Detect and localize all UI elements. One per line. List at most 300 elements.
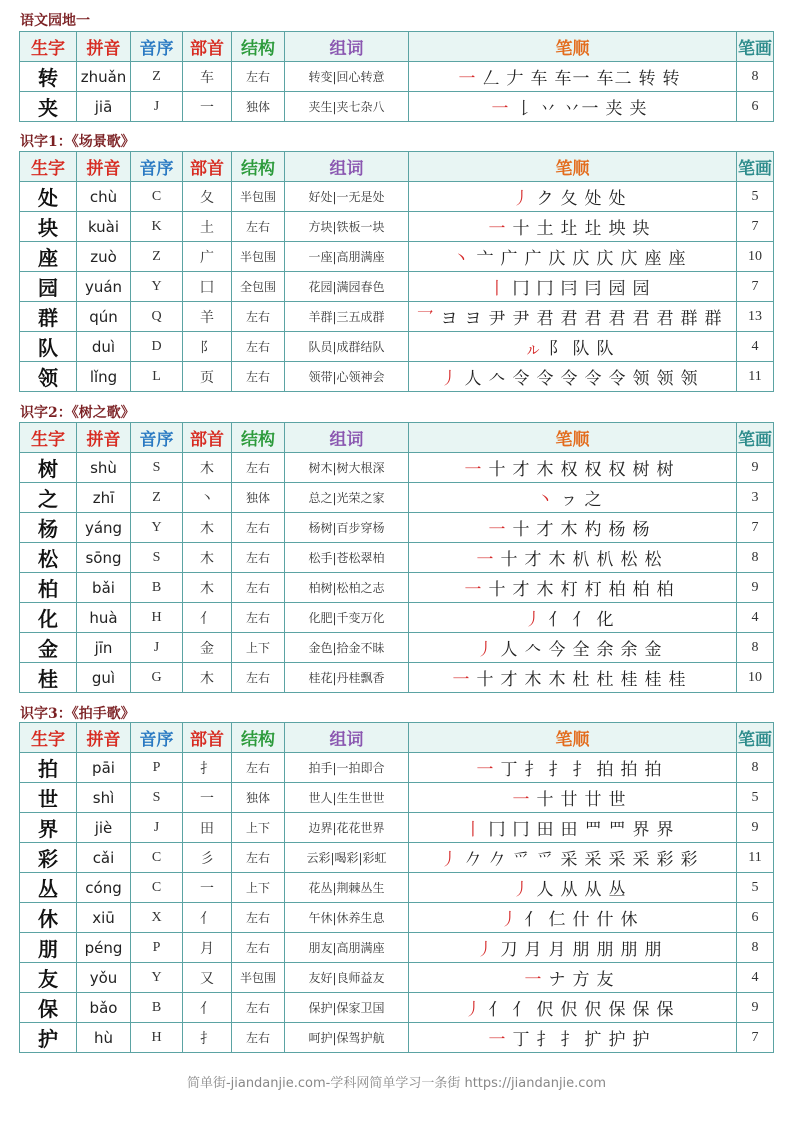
- cell-count: 7: [737, 513, 774, 543]
- stroke-step: [561, 184, 579, 209]
- stroke-step: [657, 455, 675, 480]
- stroke-step: [573, 905, 591, 930]
- stroke-glyph: ナ: [548, 970, 567, 990]
- cell-count: 10: [737, 242, 774, 272]
- stroke-glyph: 群: [704, 309, 723, 329]
- stroke-step: [525, 665, 543, 690]
- cell-char: 桂: [20, 663, 77, 693]
- stroke-glyph: 柏: [608, 580, 627, 600]
- cell-count: 6: [737, 903, 774, 933]
- stroke-step: [537, 304, 555, 329]
- header-radical: 部首: [183, 32, 232, 62]
- stroke-step: [564, 94, 600, 119]
- stroke-glyph: 保: [656, 1000, 675, 1020]
- table-row: [20, 453, 774, 483]
- cell-radical: 广: [183, 242, 232, 272]
- stroke-glyph: 朋: [572, 940, 591, 960]
- stroke-step: [513, 364, 531, 389]
- cell-strokes: [409, 212, 737, 242]
- cell-count: 8: [737, 633, 774, 663]
- cell-radical: 夂: [183, 182, 232, 212]
- stroke-step: [633, 1025, 651, 1050]
- stroke-glyph: 树: [632, 460, 651, 480]
- stroke-step: [630, 94, 648, 119]
- stroke-glyph: 夹: [605, 99, 624, 119]
- stroke-glyph: 丿: [512, 189, 531, 209]
- table-row: [20, 332, 774, 362]
- stroke-step: [477, 635, 495, 660]
- stroke-glyph: 丿: [524, 610, 543, 630]
- cell-structure: 半包围: [232, 242, 285, 272]
- table-row: [20, 663, 774, 693]
- table-row: [20, 543, 774, 573]
- stroke-step: [585, 875, 603, 900]
- stroke-step: [609, 785, 627, 810]
- cell-words: 一座|高朋满座: [285, 242, 409, 272]
- stroke-glyph: 采: [560, 850, 579, 870]
- stroke-step: [663, 64, 681, 89]
- stroke-step: [537, 1025, 555, 1050]
- stroke-step: [573, 635, 591, 660]
- cell-radical: 木: [183, 453, 232, 483]
- cell-structure: 上下: [232, 633, 285, 663]
- stroke-step: [513, 785, 531, 810]
- stroke-glyph: 扩: [584, 1030, 603, 1050]
- table-header-row: [20, 723, 774, 753]
- cell-radical: 丶: [183, 483, 232, 513]
- stroke-glyph: 丿: [476, 940, 495, 960]
- cell-order: Z: [131, 242, 183, 272]
- cell-char: 柏: [20, 573, 77, 603]
- stroke-glyph: 一: [476, 760, 495, 780]
- stroke-step: [465, 815, 483, 840]
- stroke-step: [573, 755, 591, 780]
- stroke-step: [585, 214, 603, 239]
- cell-order: K: [131, 212, 183, 242]
- cell-pinyin: cǎi: [77, 843, 131, 873]
- cell-order: J: [131, 633, 183, 663]
- stroke-step: [465, 364, 483, 389]
- stroke-step: [561, 995, 579, 1020]
- stroke-step: [561, 214, 579, 239]
- table-row: [20, 753, 774, 783]
- cell-radical: 又: [183, 963, 232, 993]
- stroke-step: [465, 304, 483, 329]
- cell-pinyin: jiā: [77, 92, 131, 122]
- stroke-glyph: 桂: [644, 670, 663, 690]
- cell-count: 5: [737, 873, 774, 903]
- stroke-glyph: 柏: [632, 580, 651, 600]
- stroke-glyph: 夂: [560, 189, 579, 209]
- cell-strokes: [409, 873, 737, 903]
- cell-char: 杨: [20, 513, 77, 543]
- cell-radical: 羊: [183, 302, 232, 332]
- header-radical: 部首: [183, 423, 232, 453]
- cell-structure: 左右: [232, 1023, 285, 1053]
- stroke-step: [540, 94, 558, 119]
- stroke-glyph: 一: [452, 670, 471, 690]
- stroke-step: [645, 244, 663, 269]
- cell-structure: 左右: [232, 212, 285, 242]
- stroke-step: [489, 214, 507, 239]
- cell-strokes: [409, 92, 737, 122]
- stroke-glyph: 𠃋: [482, 69, 501, 89]
- header-structure: 结构: [232, 152, 285, 182]
- stroke-glyph: 刀: [500, 940, 519, 960]
- table-row: [20, 1023, 774, 1053]
- stroke-step: [549, 965, 567, 990]
- stroke-step: [597, 965, 615, 990]
- stroke-step: [465, 995, 483, 1020]
- stroke-step: [609, 515, 627, 540]
- character-table: [19, 422, 774, 693]
- cell-radical: 木: [183, 513, 232, 543]
- section-title: 识字2：《树之歌》: [20, 405, 135, 421]
- stroke-step: [681, 845, 699, 870]
- cell-radical: 木: [183, 663, 232, 693]
- stroke-glyph: 权: [584, 460, 603, 480]
- cell-strokes: [409, 633, 737, 663]
- stroke-step: [513, 274, 531, 299]
- stroke-step: [501, 635, 519, 660]
- cell-count: 7: [737, 1023, 774, 1053]
- cell-pinyin: zhuǎn: [77, 62, 131, 92]
- stroke-glyph: 君: [608, 309, 627, 329]
- cell-count: 5: [737, 783, 774, 813]
- stroke-glyph: 丁: [500, 760, 519, 780]
- stroke-glyph: 人: [536, 880, 555, 900]
- header-order: 音序: [131, 723, 183, 753]
- stroke-glyph: 才: [512, 460, 531, 480]
- stroke-glyph: ㇷ: [560, 490, 579, 510]
- cell-strokes: [409, 903, 737, 933]
- stroke-glyph: 采: [584, 850, 603, 870]
- header-radical: 部首: [183, 152, 232, 182]
- cell-count: 4: [737, 603, 774, 633]
- cell-pinyin: xiū: [77, 903, 131, 933]
- stroke-step: [525, 334, 543, 359]
- stroke-glyph: 一: [464, 580, 483, 600]
- stroke-step: [561, 875, 579, 900]
- stroke-step: [657, 575, 675, 600]
- stroke-step: [561, 455, 579, 480]
- cell-structure: 独体: [232, 483, 285, 513]
- stroke-glyph: 杜: [572, 670, 591, 690]
- header-pinyin: 拼音: [77, 152, 131, 182]
- cell-order: C: [131, 182, 183, 212]
- cell-pinyin: zuò: [77, 242, 131, 272]
- stroke-step: [597, 334, 615, 359]
- stroke-step: [513, 515, 531, 540]
- cell-char: 友: [20, 963, 77, 993]
- stroke-glyph: 廿: [584, 790, 603, 810]
- header-strokes: 笔顺: [409, 723, 737, 753]
- stroke-glyph: 一: [488, 1030, 507, 1050]
- cell-count: 4: [737, 332, 774, 362]
- cell-pinyin: zhī: [77, 483, 131, 513]
- header-order: 音序: [131, 423, 183, 453]
- stroke-glyph: 丨: [464, 820, 483, 840]
- stroke-glyph: 𠆢: [524, 640, 543, 660]
- stroke-step: [573, 545, 591, 570]
- cell-strokes: [409, 573, 737, 603]
- cell-order: D: [131, 332, 183, 362]
- stroke-step: [525, 965, 543, 990]
- stroke-step: [597, 605, 615, 630]
- character-table: [19, 722, 774, 1053]
- stroke-glyph: 令: [560, 369, 579, 389]
- stroke-glyph: 从: [584, 880, 603, 900]
- stroke-glyph: 余: [620, 640, 639, 660]
- header-count: 笔画: [737, 32, 774, 62]
- cell-radical: 一: [183, 873, 232, 903]
- stroke-glyph: 扌: [560, 1030, 579, 1050]
- stroke-glyph: 木: [524, 670, 543, 690]
- cell-structure: 上下: [232, 813, 285, 843]
- cell-char: 金: [20, 633, 77, 663]
- stroke-glyph: 一: [464, 460, 483, 480]
- stroke-glyph: ヨ: [440, 309, 459, 329]
- stroke-step: [621, 905, 639, 930]
- stroke-glyph: 拍: [644, 760, 663, 780]
- table-header-row: [20, 32, 774, 62]
- stroke-step: [549, 334, 567, 359]
- stroke-step: [585, 274, 603, 299]
- stroke-glyph: 方: [572, 970, 591, 990]
- cell-structure: 左右: [232, 453, 285, 483]
- stroke-glyph: 一: [476, 550, 495, 570]
- character-table: [19, 151, 774, 392]
- stroke-glyph: 尹: [488, 309, 507, 329]
- stroke-step: [501, 665, 519, 690]
- stroke-glyph: 朳: [596, 550, 615, 570]
- stroke-glyph: 权: [560, 460, 579, 480]
- stroke-glyph: 扌: [548, 760, 567, 780]
- stroke-step: [633, 515, 651, 540]
- cell-count: 6: [737, 92, 774, 122]
- stroke-step: [513, 875, 531, 900]
- table-row: [20, 843, 774, 873]
- stroke-glyph: 采: [608, 850, 627, 870]
- cell-pinyin: qún: [77, 302, 131, 332]
- cell-words: 羊群|三五成群: [285, 302, 409, 332]
- stroke-step: [561, 485, 579, 510]
- stroke-glyph: 朾: [560, 580, 579, 600]
- stroke-step: [489, 575, 507, 600]
- cell-count: 5: [737, 182, 774, 212]
- cell-structure: 左右: [232, 753, 285, 783]
- stroke-step: [681, 304, 699, 329]
- stroke-step: [585, 845, 603, 870]
- cell-pinyin: shù: [77, 453, 131, 483]
- stroke-step: [597, 935, 615, 960]
- section-title: 语文园地一: [20, 13, 90, 29]
- cell-radical: 一: [183, 783, 232, 813]
- cell-structure: 左右: [232, 362, 285, 392]
- stroke-glyph: 𠂊: [464, 850, 483, 870]
- stroke-step: [561, 845, 579, 870]
- stroke-glyph: 十: [512, 219, 531, 239]
- table-row: [20, 242, 774, 272]
- stroke-step: [705, 304, 723, 329]
- stroke-glyph: 仁: [548, 910, 567, 930]
- stroke-step: [465, 845, 483, 870]
- cell-strokes: [409, 483, 737, 513]
- stroke-glyph: 一: [491, 99, 510, 119]
- stroke-step: [609, 274, 627, 299]
- stroke-glyph: 园: [608, 279, 627, 299]
- stroke-step: [537, 785, 555, 810]
- stroke-step: [492, 94, 510, 119]
- stroke-step: [573, 665, 591, 690]
- stroke-glyph: 丿: [440, 850, 459, 870]
- stroke-step: [489, 1025, 507, 1050]
- stroke-glyph: 一: [458, 69, 477, 89]
- header-strokes: 笔顺: [409, 152, 737, 182]
- cell-count: 13: [737, 302, 774, 332]
- stroke-glyph: 圵: [584, 219, 603, 239]
- cell-structure: 半包围: [232, 963, 285, 993]
- cell-pinyin: yuán: [77, 272, 131, 302]
- cell-words: 杨树|百步穿杨: [285, 513, 409, 543]
- stroke-step: [633, 455, 651, 480]
- header-count: 笔画: [737, 152, 774, 182]
- stroke-step: [477, 244, 495, 269]
- stroke-step: [477, 545, 495, 570]
- header-char: 生字: [20, 152, 77, 182]
- cell-words: 午休|休养生息: [285, 903, 409, 933]
- stroke-step: [537, 815, 555, 840]
- cell-words: 云彩|喝彩|彩虹: [285, 843, 409, 873]
- stroke-glyph: 护: [632, 1030, 651, 1050]
- stroke-glyph: 庂: [572, 249, 591, 269]
- cell-words: 树木|树大根深: [285, 453, 409, 483]
- stroke-glyph: 权: [608, 460, 627, 480]
- stroke-glyph: 领: [632, 369, 651, 389]
- cell-structure: 半包围: [232, 182, 285, 212]
- stroke-step: [537, 575, 555, 600]
- cell-words: 花丛|荆棘丛生: [285, 873, 409, 903]
- stroke-step: [633, 575, 651, 600]
- stroke-glyph: 才: [524, 550, 543, 570]
- cell-radical: 木: [183, 573, 232, 603]
- stroke-step: [477, 665, 495, 690]
- cell-count: 10: [737, 663, 774, 693]
- stroke-glyph: 十: [488, 580, 507, 600]
- cell-words: 转变|回心转意: [285, 62, 409, 92]
- table-row: [20, 362, 774, 392]
- stroke-step: [549, 635, 567, 660]
- cell-strokes: [409, 242, 737, 272]
- cell-char: 处: [20, 182, 77, 212]
- cell-words: 方块|铁板一块: [285, 212, 409, 242]
- stroke-step: [525, 755, 543, 780]
- stroke-glyph: 令: [608, 369, 627, 389]
- stroke-step: [621, 755, 639, 780]
- stroke-glyph: 朋: [596, 940, 615, 960]
- cell-char: 丛: [20, 873, 77, 903]
- cell-strokes: [409, 453, 737, 483]
- cell-structure: 独体: [232, 783, 285, 813]
- stroke-glyph: ㇽ: [524, 339, 543, 359]
- cell-pinyin: jīn: [77, 633, 131, 663]
- stroke-step: [585, 995, 603, 1020]
- stroke-glyph: 丁: [512, 1030, 531, 1050]
- cell-radical: 彡: [183, 843, 232, 873]
- stroke-glyph: 丷一: [563, 99, 600, 119]
- stroke-glyph: 丿: [500, 910, 519, 930]
- cell-radical: 扌: [183, 1023, 232, 1053]
- header-pinyin: 拼音: [77, 723, 131, 753]
- table-row: [20, 92, 774, 122]
- header-words: 组词: [285, 32, 409, 62]
- stroke-step: [609, 815, 627, 840]
- stroke-step: [597, 244, 615, 269]
- cell-count: 4: [737, 963, 774, 993]
- stroke-glyph: 人: [464, 369, 483, 389]
- stroke-step: [489, 515, 507, 540]
- stroke-step: [441, 364, 459, 389]
- stroke-step: [657, 815, 675, 840]
- cell-strokes: [409, 993, 737, 1023]
- cell-char: 转: [20, 62, 77, 92]
- cell-char: 世: [20, 783, 77, 813]
- cell-pinyin: sōng: [77, 543, 131, 573]
- stroke-glyph: 月: [524, 940, 543, 960]
- stroke-step: [639, 64, 657, 89]
- stroke-glyph: 丿: [476, 640, 495, 660]
- stroke-step: [633, 845, 651, 870]
- cell-pinyin: chù: [77, 182, 131, 212]
- stroke-step: [657, 995, 675, 1020]
- cell-char: 界: [20, 813, 77, 843]
- cell-char: 朋: [20, 933, 77, 963]
- table-row: [20, 933, 774, 963]
- cell-structure: 全包围: [232, 272, 285, 302]
- stroke-step: [516, 94, 534, 119]
- stroke-glyph: 伬: [560, 1000, 579, 1020]
- table-row: [20, 993, 774, 1023]
- stroke-step: [513, 575, 531, 600]
- cell-words: 好处|一无是处: [285, 182, 409, 212]
- stroke-step: [525, 545, 543, 570]
- stroke-step: [573, 605, 591, 630]
- stroke-glyph: 座: [668, 249, 687, 269]
- stroke-step: [537, 485, 555, 510]
- stroke-glyph: 亻: [572, 610, 591, 630]
- stroke-step: [609, 214, 627, 239]
- cell-char: 彩: [20, 843, 77, 873]
- cell-words: 松手|苍松翠柏: [285, 543, 409, 573]
- stroke-step: [669, 665, 687, 690]
- cell-strokes: [409, 62, 737, 92]
- stroke-glyph: 队: [596, 339, 615, 359]
- cell-char: 领: [20, 362, 77, 392]
- stroke-glyph: 𠆢: [488, 369, 507, 389]
- cell-count: 8: [737, 753, 774, 783]
- cell-order: P: [131, 753, 183, 783]
- stroke-step: [621, 935, 639, 960]
- stroke-step: [585, 515, 603, 540]
- cell-char: 队: [20, 332, 77, 362]
- stroke-step: [657, 845, 675, 870]
- stroke-glyph: 丿: [464, 1000, 483, 1020]
- stroke-step: [549, 665, 567, 690]
- stroke-glyph: 爫: [512, 850, 531, 870]
- cell-strokes: [409, 513, 737, 543]
- stroke-glyph: 尹: [512, 309, 531, 329]
- stroke-step: [489, 995, 507, 1020]
